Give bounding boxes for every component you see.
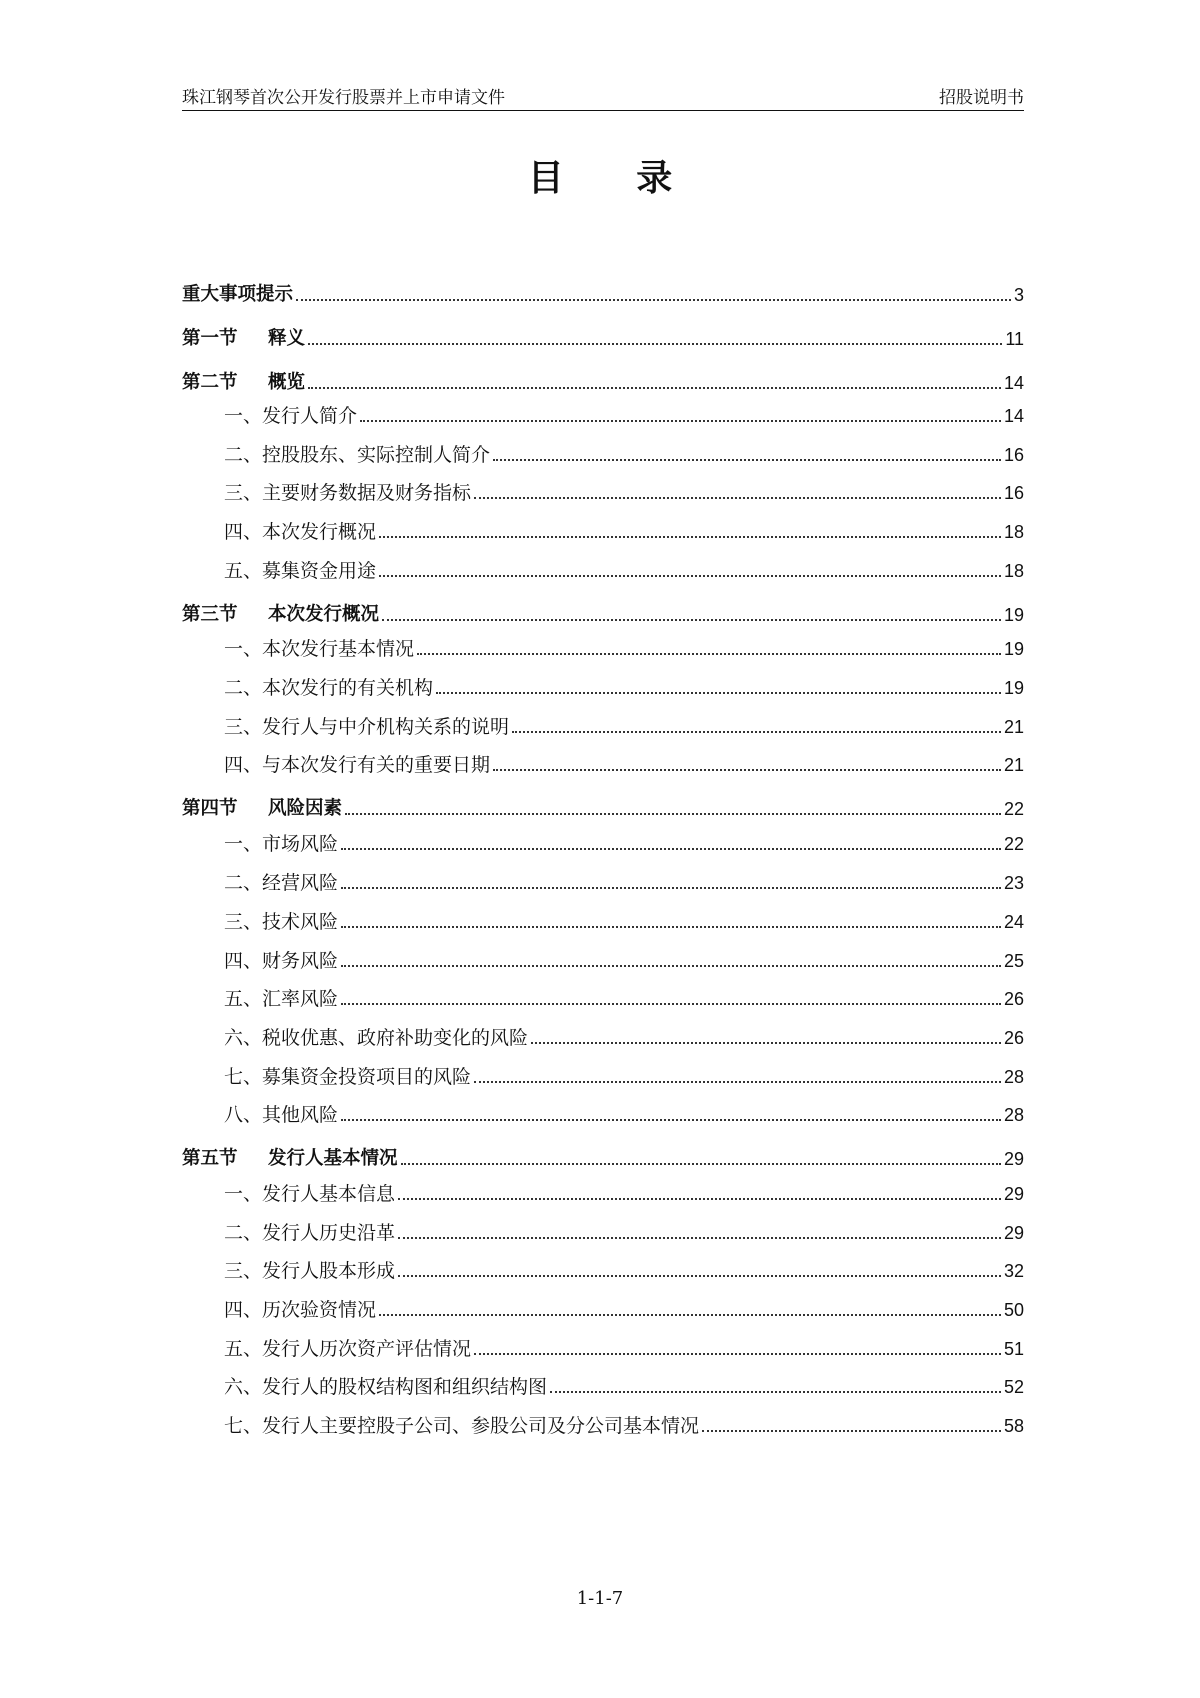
toc-dot-leader — [702, 1430, 1001, 1432]
toc-dot-leader — [382, 619, 1001, 621]
toc-page-number: 23 — [1003, 873, 1024, 893]
toc-page-number: 58 — [1003, 1416, 1024, 1436]
toc-entry-label: 五、发行人历次资产评估情况 — [224, 1338, 472, 1360]
toc-page-number: 22 — [1003, 799, 1024, 819]
toc-entry-label: 五、募集资金用途 — [224, 560, 377, 582]
toc-entry-text — [224, 1297, 376, 1323]
toc-entry-text — [224, 870, 338, 896]
toc-page-number: 50 — [1003, 1300, 1024, 1320]
toc-entry-label: 八、其他风险 — [224, 1104, 339, 1126]
toc-entry-text — [224, 986, 338, 1012]
toc-entry-text — [182, 602, 379, 628]
toc-page-number: 19 — [1003, 605, 1024, 625]
toc-dot-leader — [550, 1391, 1001, 1393]
toc-entry-text — [182, 1146, 398, 1172]
header-document-title: 珠江钢琴首次公开发行股票并上市申请文件 — [182, 88, 505, 108]
toc-page-number: 21 — [1003, 717, 1024, 737]
page-number: 1-1-7 — [576, 1588, 624, 1609]
toc-entry-text — [182, 796, 342, 822]
header-document-type: 招股说明书 — [939, 88, 1024, 108]
toc-dot-leader — [398, 1275, 1001, 1277]
toc-page-number: 29 — [1003, 1149, 1024, 1169]
toc-page-number: 16 — [1003, 483, 1024, 503]
toc-entry-text — [224, 519, 376, 545]
toc-page-number: 29 — [1003, 1223, 1024, 1243]
toc-entry-label: 一、市场风险 — [224, 833, 339, 855]
toc-section-entry[interactable] — [224, 1177, 1024, 1207]
toc-section-entry[interactable] — [224, 1370, 1024, 1400]
toc-entry-label: 二、本次发行的有关机构 — [224, 677, 434, 699]
toc-entry-text — [224, 558, 376, 584]
toc-chapter-number: 第二节 — [182, 372, 238, 393]
toc-section-entry[interactable] — [224, 1098, 1024, 1128]
toc-entry-text — [224, 714, 509, 740]
toc-chapter-number: 第四节 — [182, 798, 238, 819]
toc-page-number: 3 — [1013, 285, 1024, 305]
toc-dot-leader — [341, 926, 1001, 928]
toc-dot-leader — [341, 848, 1001, 850]
toc-dot-leader — [474, 1353, 1001, 1355]
toc-dot-leader — [341, 965, 1001, 967]
toc-dot-leader — [474, 1081, 1001, 1083]
toc-entry-text — [224, 1064, 471, 1090]
toc-dot-leader — [379, 1314, 1001, 1316]
toc-dot-leader — [493, 459, 1001, 461]
toc-page-number: 25 — [1003, 951, 1024, 971]
toc-chapter-number: 第五节 — [182, 1148, 238, 1169]
toc-page-number: 26 — [1003, 1028, 1024, 1048]
toc-page-number: 18 — [1003, 522, 1024, 542]
toc-entry-text — [182, 370, 305, 396]
toc-dot-leader — [531, 1042, 1001, 1044]
toc-section-entry[interactable] — [224, 399, 1024, 429]
toc-entry-label: 七、发行人主要控股子公司、参股公司及分公司基本情况 — [224, 1415, 700, 1437]
toc-dot-leader — [308, 387, 1001, 389]
toc-page-number: 19 — [1003, 639, 1024, 659]
toc-dot-leader — [436, 692, 1001, 694]
toc-section-entry[interactable] — [224, 748, 1024, 778]
toc-entry-text — [224, 909, 338, 935]
toc-dot-leader — [401, 1163, 1001, 1165]
toc-dot-leader — [512, 731, 1001, 733]
toc-dot-leader — [341, 1119, 1001, 1121]
toc-entry-label: 一、发行人简介 — [224, 405, 358, 427]
toc-page-number: 22 — [1003, 834, 1024, 854]
toc-entry-text — [224, 1025, 528, 1051]
toc-page-number: 26 — [1003, 989, 1024, 1009]
toc-entry-text — [224, 1181, 395, 1207]
toc-dot-leader — [379, 536, 1001, 538]
toc-entry-text — [224, 1258, 395, 1284]
toc-page-number: 21 — [1003, 755, 1024, 775]
toc-chapter-entry[interactable] — [182, 1142, 1024, 1172]
toc-section-entry[interactable] — [224, 1254, 1024, 1284]
toc-section-entry[interactable] — [224, 671, 1024, 701]
toc-page-number: 18 — [1003, 561, 1024, 581]
toc-entry-label: 三、发行人股本形成 — [224, 1260, 396, 1282]
toc-dot-leader — [360, 420, 1001, 422]
toc-section-entry[interactable] — [224, 944, 1024, 974]
toc-entry-text — [224, 1102, 338, 1128]
toc-page-number: 14 — [1003, 406, 1024, 426]
toc-section-entry[interactable] — [224, 1021, 1024, 1051]
toc-section-entry[interactable] — [224, 476, 1024, 506]
toc-entry-text — [224, 480, 471, 506]
toc-entry-text — [224, 403, 357, 429]
page-header — [182, 88, 1024, 111]
toc-entry-label: 重大事项提示 — [182, 284, 294, 305]
toc-page-number: 28 — [1003, 1105, 1024, 1125]
toc-chapter-number: 第一节 — [182, 328, 238, 349]
toc-section-entry[interactable] — [224, 632, 1024, 662]
toc-section-entry[interactable] — [224, 982, 1024, 1012]
toc-section-entry[interactable] — [224, 438, 1024, 468]
toc-section-entry[interactable] — [224, 905, 1024, 935]
toc-entry-text — [224, 948, 338, 974]
toc-page-number: 51 — [1003, 1339, 1024, 1359]
toc-dot-leader — [474, 497, 1001, 499]
toc-entry-label: 七、募集资金投资项目的风险 — [224, 1066, 472, 1088]
toc-entry-label: 四、本次发行概况 — [224, 521, 377, 543]
toc-dot-leader — [379, 575, 1001, 577]
toc-page-number: 14 — [1003, 373, 1024, 393]
toc-entry-label: 风险因素 — [268, 798, 343, 819]
toc-entry-label: 一、发行人基本信息 — [224, 1183, 396, 1205]
toc-page-number: 11 — [1005, 329, 1024, 349]
toc-entry-text — [224, 442, 490, 468]
toc-entry-text — [224, 1336, 471, 1362]
toc-title: 目 录 — [527, 158, 703, 199]
toc-entry-text — [224, 1374, 547, 1400]
toc-page-number: 29 — [1003, 1184, 1024, 1204]
toc-page-number: 19 — [1003, 678, 1024, 698]
toc-entry-text — [224, 1413, 699, 1439]
toc-entry-label: 三、发行人与中介机构关系的说明 — [224, 716, 510, 738]
toc-chapter-entry[interactable] — [182, 598, 1024, 628]
toc-entry-label: 发行人基本情况 — [268, 1148, 398, 1169]
toc-section-entry[interactable] — [224, 1060, 1024, 1090]
toc-page-number: 16 — [1003, 445, 1024, 465]
toc-entry-text — [224, 1220, 395, 1246]
toc-chapter-entry[interactable] — [182, 366, 1024, 396]
toc-chapter-entry[interactable] — [182, 792, 1024, 822]
toc-chapter-entry[interactable] — [182, 278, 1024, 308]
toc-entry-label: 释义 — [268, 328, 306, 349]
toc-page-number: 28 — [1003, 1067, 1024, 1087]
toc-entry-label: 六、税收优惠、政府补助变化的风险 — [224, 1027, 529, 1049]
toc-dot-leader — [296, 299, 1011, 301]
toc-entry-label: 四、财务风险 — [224, 950, 339, 972]
toc-section-entry[interactable] — [224, 710, 1024, 740]
toc-entry-label: 概览 — [268, 372, 306, 393]
toc-entry-label: 三、技术风险 — [224, 911, 339, 933]
toc-chapter-number: 第三节 — [182, 604, 238, 625]
toc-entry-label: 三、主要财务数据及财务指标 — [224, 482, 472, 504]
toc-entry-text — [224, 675, 433, 701]
toc-section-entry[interactable] — [224, 1216, 1024, 1246]
toc-entry-label: 二、发行人历史沿革 — [224, 1222, 396, 1244]
toc-dot-leader — [308, 343, 1002, 345]
toc-entry-label: 二、控股股东、实际控制人简介 — [224, 444, 491, 466]
toc-entry-label: 六、发行人的股权结构图和组织结构图 — [224, 1376, 548, 1398]
toc-dot-leader — [341, 887, 1001, 889]
toc-entry-text — [224, 752, 490, 778]
toc-section-entry[interactable] — [224, 1332, 1024, 1362]
toc-section-entry[interactable] — [224, 1409, 1024, 1439]
toc-section-entry[interactable] — [224, 515, 1024, 545]
toc-page-number: 24 — [1003, 912, 1024, 932]
toc-dot-leader — [345, 813, 1001, 815]
toc-dot-leader — [398, 1198, 1001, 1200]
toc-section-entry[interactable] — [224, 554, 1024, 584]
toc-page-number: 52 — [1003, 1377, 1024, 1397]
toc-entry-label: 五、汇率风险 — [224, 988, 339, 1010]
toc-entry-label: 四、历次验资情况 — [224, 1299, 377, 1321]
toc-entry-label: 本次发行概况 — [268, 604, 380, 625]
toc-page-number: 32 — [1003, 1261, 1024, 1281]
toc-entry-label: 二、经营风险 — [224, 872, 339, 894]
toc-entry-text — [224, 636, 414, 662]
toc-entry-label: 四、与本次发行有关的重要日期 — [224, 754, 491, 776]
toc-entry-text — [182, 326, 305, 352]
toc-entry-label: 一、本次发行基本情况 — [224, 638, 415, 660]
toc-entry-text — [182, 282, 293, 308]
toc-entry-text — [224, 831, 338, 857]
toc-dot-leader — [398, 1237, 1001, 1239]
toc-dot-leader — [417, 653, 1001, 655]
toc-chapter-entry[interactable] — [182, 322, 1024, 352]
toc-dot-leader — [341, 1003, 1001, 1005]
toc-dot-leader — [493, 769, 1001, 771]
toc-section-entry[interactable] — [224, 827, 1024, 857]
toc-section-entry[interactable] — [224, 1293, 1024, 1323]
toc-section-entry[interactable] — [224, 866, 1024, 896]
